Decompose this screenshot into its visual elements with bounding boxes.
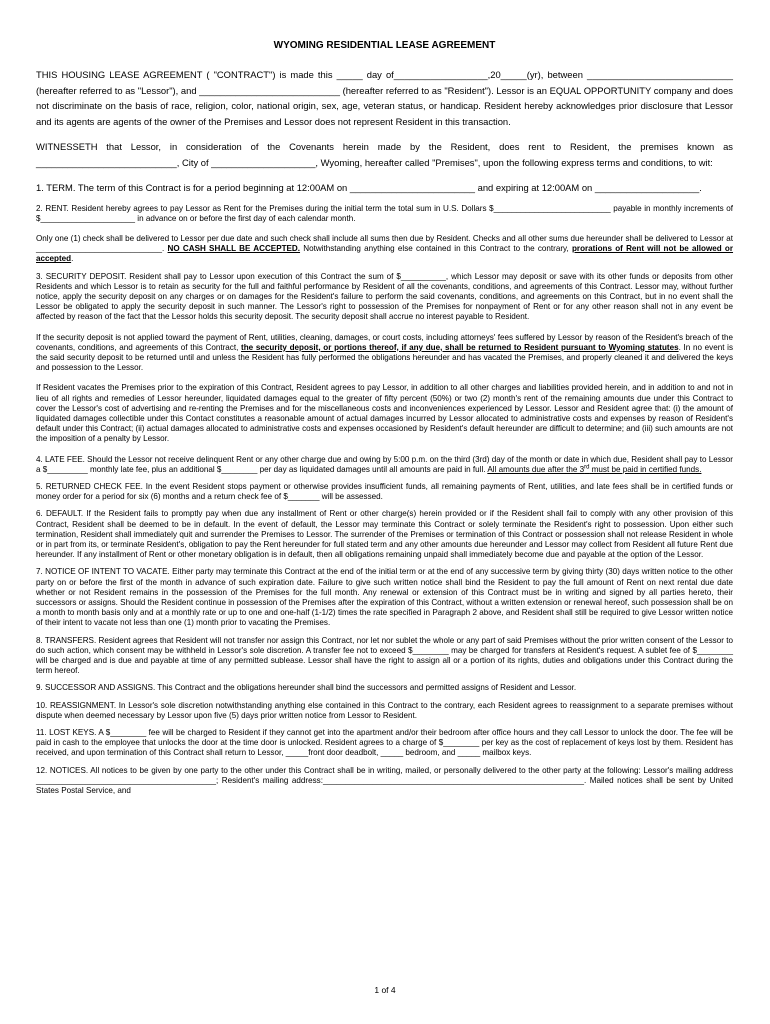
section-rent: 2. RENT. Resident hereby agrees to pay Lessor as Rent for the Premises during the initial term the total sum in U.S. Dollars $__________________________ payable in monthly increments of $_____________________ in advance on or before the first day of each calendar month. [36,203,733,223]
certified-funds-notice: All amounts due after the 3rd must be paid in certified funds. [487,464,702,474]
section-notices: 12. NOTICES. All notices to be given by one party to the other under this Contract shall be in writing, mailed, or personally delivered to the other party at the following: Lessor's mailing address ________________________________________; Resident's mailing address:__________________________________________________________. Mailed notices shall be sent by United States Postal Service, and [36,765,733,796]
section-security-deposit: 3. SECURITY DEPOSIT. Resident shall pay to Lessor upon execution of this Contract the sum of $__________, which Lessor may deposit or save with its other funds or deposits from other Residents and which Lessor is to retain as security for the full and faithful performance by Resident of all the covenants, conditions, and agreements of this Contract. Lessor may, without further notice, apply the security deposit on any charges or on damages for the Resident's failure to perform the said covenants, conditions, and agreements on this Contract, but in no event shall the Lessor be obligated to apply the security deposit in such manner. The Lessor's right to possession of the Premises for nonpayment of Rent or for any other reason shall not in any event be affected by reason of the fact that the Lessor holds this security deposit. The security deposit shall accrue no interest payable to Resident. [36,271,733,322]
section-transfers: 8. TRANSFERS. Resident agrees that Resident will not transfer nor assign this Contract, nor let nor sublet the whole or any part of said Premises without the prior written consent of the Lessor to do such action, which consent may be withheld in Lessor's sole discretion. A transfer fee not to exceed $________ may be charged for transfers at Resident's request. A sublet fee of $________ will be charged and is due and payable at time of any permitted sublease. Lessor shall have the right to assign all or a portion of its rights, duties and obligations under this Contract during the term hereof. [36,635,733,676]
section-term: 1. TERM. The term of this Contract is for a period beginning at 12:00AM on ________________________ and expiring at 12:00AM on ____________________. [36,182,702,193]
section-notice-to-vacate: 7. NOTICE OF INTENT TO VACATE. Either party may terminate this Contract at the end of the initial term or at the end of any successive term by giving thirty (30) days written notice to the other party on or before the first of the month in advance of such expiration date. Failure to give such written notice shall bind the Resident to pay the full amount of Rent on next rental due date whether or not Resident remains in the possession of the Premises for the full month. Any renewal or extension of this Contract must be in writing and signed by all parties hereto, their successors or assigns. Should the Resident continue in possession of the Premises after the expiration of this Contract, without a written extension or renewal hereof, such possession shall be on a month to month basis only and at a monthly rate or up to one and one-half (1-1/2) times the rate specified in Paragraph 2 above, and Resident shall still be required to give Lessor written notice of their intent to vacate not less than one (1) month prior to vacating the Premises. [36,567,733,628]
checks-end: . [71,254,74,264]
no-cash-notice: NO CASH SHALL BE ACCEPTED. [167,244,301,254]
deposit-return-text: If the security deposit is not applied toward the payment of Rent, utilities, cleaning, damages, or court costs, including attorneys' fees suffered by Lessor by reason of the Resident's breach of the covenants, conditions, and agreements of this Contract, [36,332,733,352]
security-deposit-return [36,333,733,374]
section-reassignment: 10. REASSIGNMENT. In Lessor's sole discretion notwithstanding anything else contained in this Contract to the contrary, each Resident agrees to reassignment to a separate premises without dispute when deemed necessary by Lessor upon five (5) days prior written notice from Lessor to Resident. [36,700,733,720]
page-number: 1 of 4 [374,985,396,995]
deposit-return-statute: the security deposit, or portions thereof, if any due, shall be returned to Resident pursuant to Wyoming statutes [241,342,679,352]
late-fee-text: 4. LATE FEE. Should the Lessor not receive delinquent Rent or any other charge due and owing by 5:00 p.m. on the third (3rd) day of the month or date in which due, Resident shall pay to Lessor a $_________ monthly late fee, plus an additional $________ per day as liquidated damages until all amounts are paid in full. [36,454,733,474]
checks-text-2: Notwithstanding anything else contained in this Contract to the contrary, [303,244,569,254]
prorations-notice: prorations of Rent will not be allowed or accepted [36,244,734,264]
section-successors: 9. SUCCESSOR AND ASSIGNS. This Contract and the obligations hereunder shall bind the successors and permitted assigns of Resident and Lessor. [36,683,577,693]
checks-paragraph [36,234,733,265]
section-lost-keys: 11. LOST KEYS. A $________ fee will be charged to Resident if they cannot get into the apartment and/or their bedroom after office hours and they call Lessor to unlock the door. The fee will be paid in cash to the employee that unlocks the door at the time door is unlocked. Resident agrees to a charge of $________ per key as the cost of replacement of keys lost by them. Resident has received, and upon termination of this Contract shall return to Lessor, _____front door deadbolt, _____ bedroom, and _____ mailbox keys. [36,728,733,758]
document-title: WYOMING RESIDENTIAL LEASE AGREEMENT [273,40,496,51]
section-returned-check: 5. RETURNED CHECK FEE. In the event Resident stops payment or otherwise provides insufficient funds, all remaining payments of Rent, utilities, and late fees shall be in certified funds or money order for a period for six (6) months and a return check fee of $_______ will be assessed. [36,481,733,502]
deposit-return-text-2: . In no event is the said security deposit to be returned until and unless the Resident has fully performed the obligations hereunder and has vacated the Premises, and properly cleaned it and delivered the keys and possession to the Lessor. [36,342,733,373]
early-vacate-paragraph: If Resident vacates the Premises prior to the expiration of this Contract, Resident agrees to pay Lessor, in addition to all other charges and liabilities provided herein, and in addition to and not in lieu of all rights and remedies of Lessor hereunder, liquidated damages equal to the greater of fifty percent (50%) or two (2) month's rent of the remaining amounts due under this Contract to cover the Lessor's cost of advertising and re-renting the Premises and for the miscellaneous costs and inconveniences experienced by Lessor. Lessor and Resident agree that: (i) the amount of liquidated damages collectible under this Contact constitutes a reasonable amount of actual damages incurred by Lessor allocated to administrative costs and expenses by reason of Resident's default under this Contract; (ii) actual damages allocated to administrative costs and expenses occasioned by Resident's default hereunder are difficult to determine; and (iii) such amounts are not the imposition of a penalty by Lessor. [36,383,733,444]
checks-text: Only one (1) check shall be delivered to Lessor per due date and such check shall include all sums then due by Resident. Checks and all other sums due hereunder shall be delivered to Lessor at ____________________________. [36,233,733,254]
section-late-fee [36,455,733,475]
intro-paragraph: THIS HOUSING LEASE AGREEMENT ( "CONTRACT") is made this _____ day of__________________,20_____(yr), between ____________________________ (hereafter referred to as "Lessor"), and ___________________________ (hereafter referred to as "Resident"). Lessor is an EQUAL OPPORTUNITY company and does not discriminate on the basis of race, religion, color, national origin, sex, age, veteran status, or handicap. Resident hereby acknowledges prior disclosure that Lessor and its agents are agents of the owner of the Premises and Lessor does not represent Resident in this transaction. [36,69,733,127]
lease-document [36,40,733,796]
witnesseth-paragraph: WITNESSETH that Lessor, in consideration of the Covenants herein made by the Resident, does rent to Resident, the premises known as ___________________________, City of ____________________, Wyoming, hereafter called "Premises", upon the following express terms and conditions, to wit: [36,141,733,168]
section-default: 6. DEFAULT. If the Resident fails to promptly pay when due any installment of Rent or other charge(s) herein provided or if the Resident shall fail to comply with any other provision of this Contract, Resident shall be deemed to be in default. In the event of default, the Lessor may terminate this Contract or solely terminate the Resident's right to possession. Upon either such termination, Resident shall immediately quit and surrender the Premises to Lessor. The surrender of the Premises or termination of this Contract or possession shall not release Resident in whole or in part from its, or terminate Resident's, obligation to pay the Rent hereunder for full stated term and any other amounts due hereunder and Lessor may collect from Resident all future Rent due hereunder. If any installment of Rent or other monetary obligation is in default, then all obligations remaining unpaid shall immediately become due and payable at the option of the Lessor. [36,509,733,560]
